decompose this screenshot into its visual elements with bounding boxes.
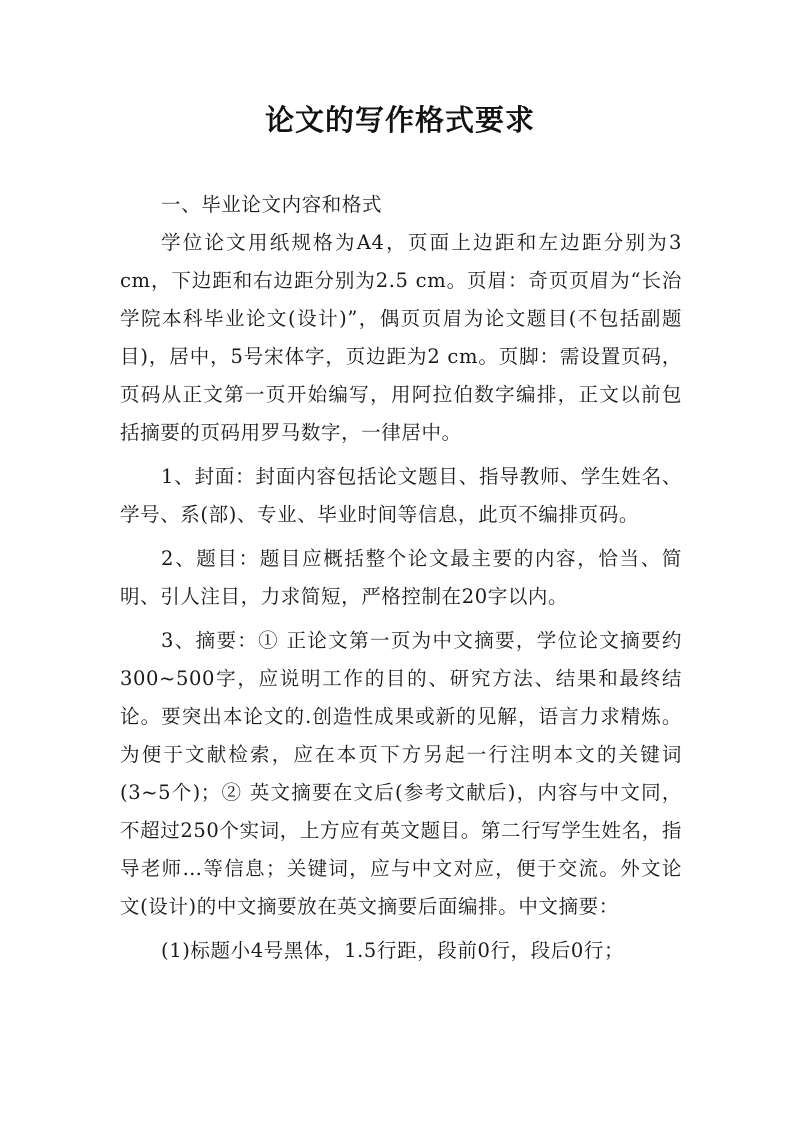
document-title: 论文的写作格式要求 [264, 103, 535, 137]
document-body [120, 186, 682, 970]
paragraph-cover: 1、封面：封面内容包括论文题目、指导教师、学生姓名、学号、系(部)、专业、毕业时间等信息，此页不编排页码。 [120, 465, 682, 526]
paragraph-title-rule: 2、题目：题目应概括整个论文最主要的内容，恰当、简明、引人注目，力求简短，严格控制在20字以内。 [120, 547, 682, 608]
paragraph-page-format: 学位论文用纸规格为A4，页面上边距和左边距分别为3 cm，下边距和右边距分别为2.5 cm。页眉：奇页页眉为“长治学院本科毕业论文(设计)”，偶页页眉为论文题目(不包括副题目)，居中，5号宋体字，页边距为2 cm。页脚：需设置页码，页码从正文第一页开始编写，用阿拉伯数字编排，正文以前包括摘要的页码用罗马数字，一律居中。 [120, 231, 682, 444]
paragraph-abstract-title-format: (1)标题小4号黑体，1.5行距，段前0行，段后0行； [161, 939, 625, 962]
section-heading: 一、毕业论文内容和格式 [161, 193, 383, 216]
paragraph-abstract: 3、摘要：① 正论文第一页为中文摘要，学位论文摘要约300~500字，应说明工作的目的、研究方法、结果和最终结论。要突出本论文的.创造性成果或新的见解，语言力求精炼。为便于文献检索，应在本页下方另起一行注明本文的关键词(3~5个)；② 英文摘要在文后(参考文献后)，内容与中文同，不超过250个实词，上方应有英文题目。第二行写学生姓名，指导老师…等信息；关键词，应与中文对应，便于交流。外文论文(设计)的中文摘要放在英文摘要后面编排。中文摘要： [120, 629, 682, 918]
